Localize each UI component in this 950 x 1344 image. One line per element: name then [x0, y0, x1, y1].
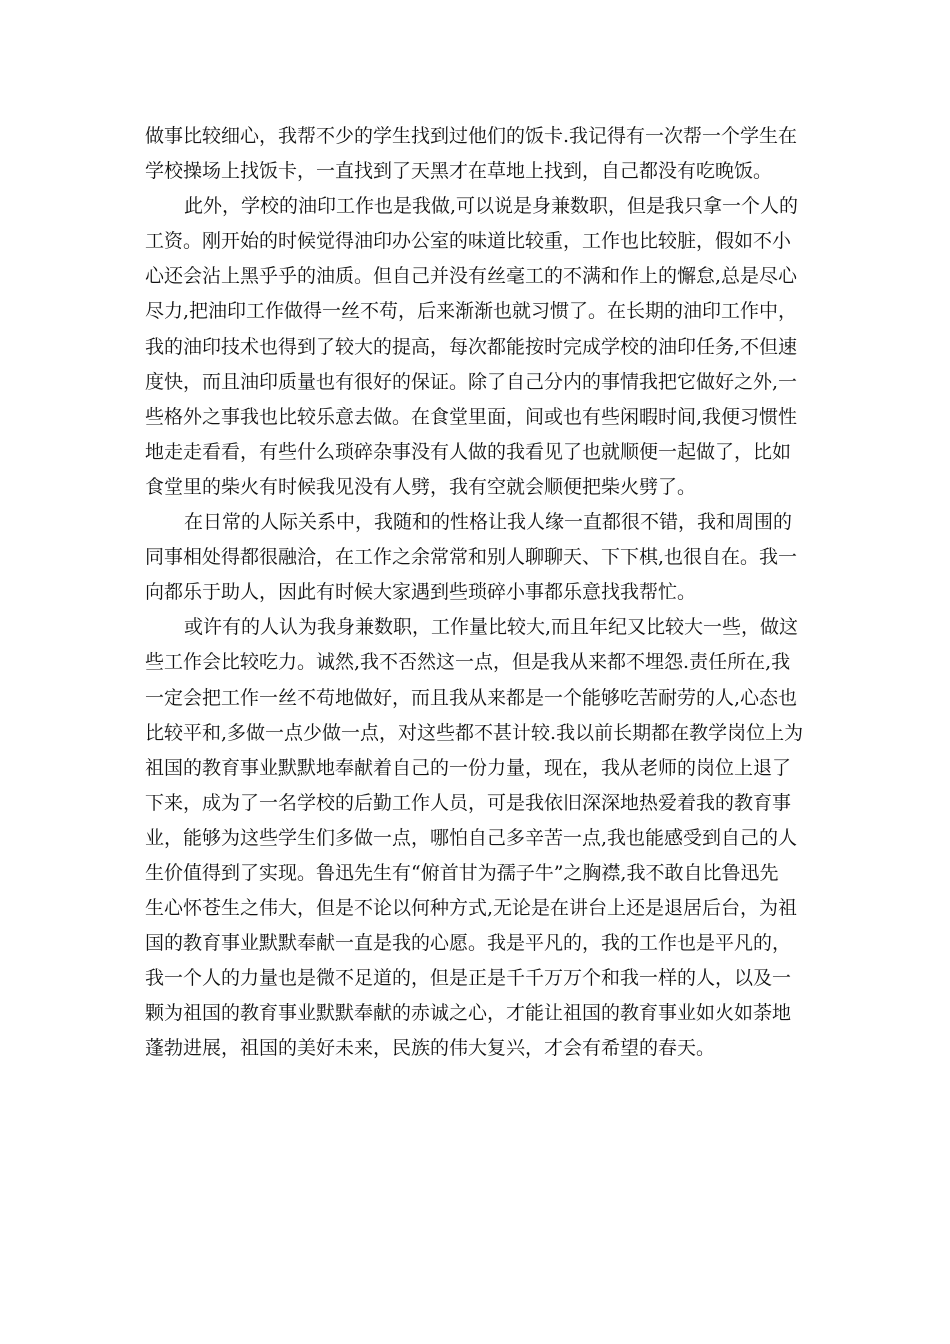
text-line: 生心怀苍生之伟大，但是不论以何种方式,无论是在讲台上还是退居后台，为祖: [145, 897, 798, 920]
text-line: 学校操场上找饭卡，一直找到了天黑才在草地上找到，自己都没有吃晚饭。: [145, 160, 773, 183]
text-line: 国的教育事业默默奉献一直是我的心愿。我是平凡的，我的工作也是平凡的，: [145, 932, 792, 955]
text-line: 工资。刚开始的时候觉得油印办公室的味道比较重，工作也比较脏，假如不小: [145, 230, 792, 253]
document-body: [145, 119, 807, 1067]
text-line: 或许有的人认为我身兼数职，工作量比较大,而且年纪又比较大一些，做这: [184, 616, 799, 639]
text-line: 在日常的人际关系中，我随和的性格让我人缘一直都很不错，我和周围的: [184, 511, 793, 534]
text-line: 生价值得到了实现。鲁迅先生有“俯首甘为孺子牛”之胸襟,我不敢自比鲁迅先: [145, 861, 779, 884]
text-line: 同事相处得都很融洽，在工作之余常常和别人聊聊天、下下棋,也很自在。我一: [145, 546, 798, 569]
text-line: 地走走看看，有些什么琐碎杂事没有人做的我看见了也就顺便一起做了，比如: [145, 440, 792, 463]
paragraph: [145, 119, 807, 189]
text-line: 向都乐于助人，因此有时候大家遇到些琐碎小事都乐意找我帮忙。: [145, 581, 697, 604]
text-line: 做事比较细心，我帮不少的学生找到过他们的饭卡.我记得有一次帮一个学生在: [145, 125, 798, 147]
text-line: 些格外之事我也比较乐意去做。在食堂里面，间或也有些闲暇时间,我便习惯性: [145, 405, 798, 428]
text-line: 心还会沾上黑乎乎的油质。但自己并没有丝毫工的不满和作上的懈怠,总是尽心: [145, 265, 798, 288]
text-line: 下来，成为了一名学校的后勤工作人员，可是我依旧深深地热爱着我的教育事: [145, 791, 792, 814]
text-line: 我的油印技术也得到了较大的提高，每次都能按时完成学校的油印任务,不但速: [145, 335, 798, 358]
text-line: 我一个人的力量也是微不足道的，但是正是千千万万个和我一样的人，以及一: [145, 967, 792, 990]
paragraph: [145, 189, 807, 505]
text-line: 祖国的教育事业默默地奉献着自己的一份力量，现在，我从老师的岗位上退了: [145, 756, 792, 779]
text-line: 蓬勃进展，祖国的美好未来，民族的伟大复兴，才会有希望的春天。: [145, 1037, 716, 1060]
text-line: 些工作会比较吃力。诚然,我不否然这一点，但是我从来都不埋怨.责任所在,我: [145, 651, 791, 674]
text-line: 业，能够为这些学生们多做一点，哪怕自己多辛苦一点,我也能感受到自己的人: [145, 826, 798, 849]
text-line: 颗为祖国的教育事业默默奉献的赤诚之心，才能让祖国的教育事业如火如荼地: [145, 1002, 792, 1025]
text-line: 一定会把工作一丝不苟地做好，而且我从来都是一个能够吃苦耐劳的人,心态也: [145, 686, 798, 709]
text-line: 食堂里的柴火有时候我见没有人劈，我有空就会顺便把柴火劈了。: [145, 475, 697, 498]
paragraph: [145, 610, 807, 1066]
text-line: 此外，学校的油印工作也是我做,可以说是身兼数职，但是我只拿一个人的: [184, 195, 799, 218]
text-line: 尽力,把油印工作做得一丝不苟，后来渐渐也就习惯了。在长期的油印工作中，: [145, 300, 798, 323]
text-line: 度快，而且油印质量也有很好的保证。除了自己分内的事情我把它做好之外,一: [145, 370, 798, 393]
paragraph: [145, 505, 807, 610]
text-line: 比较平和,多做一点少做一点，对这些都不甚计较.我以前长期都在教学岗位上为: [145, 721, 804, 744]
